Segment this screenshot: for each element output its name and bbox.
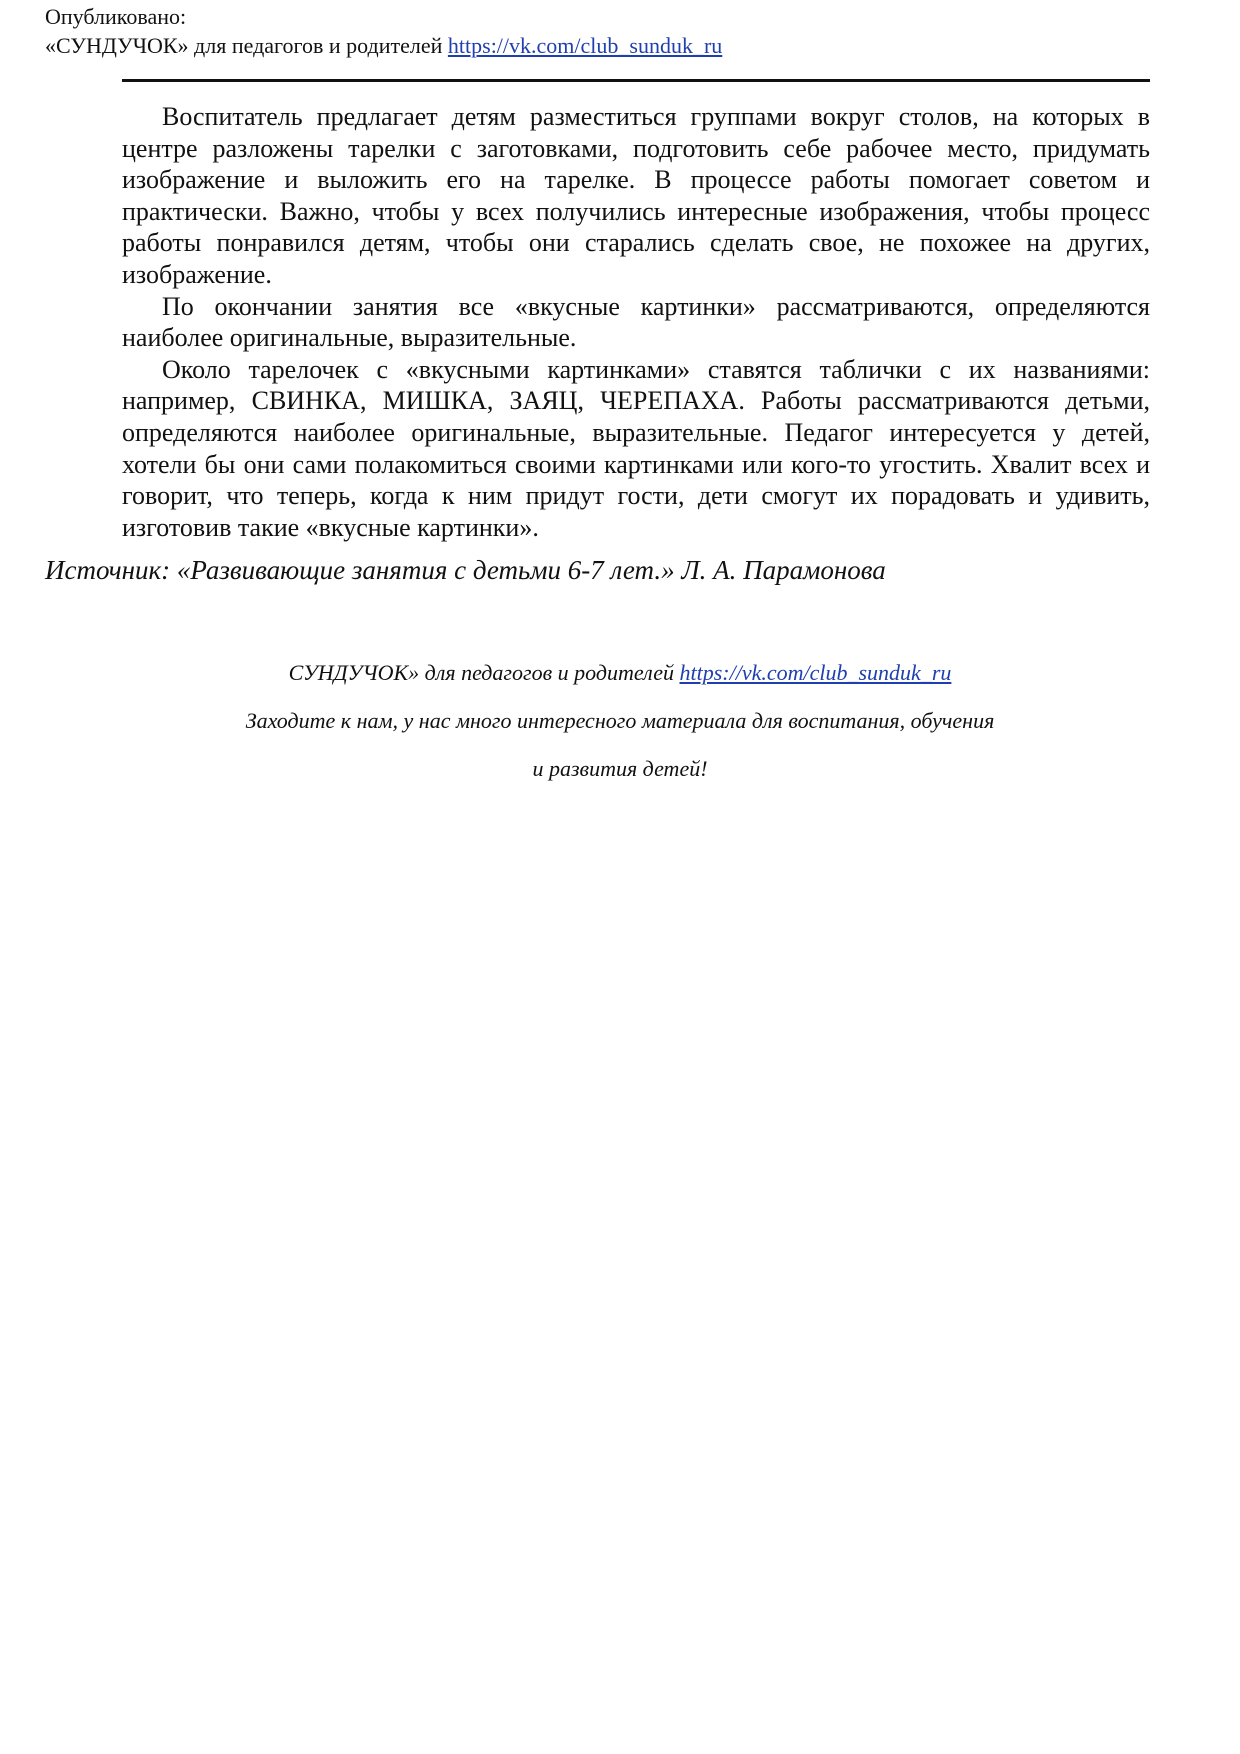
header-divider [122,79,1150,82]
footer-site-line [0,660,1240,686]
publication-header [45,2,722,60]
header-site-link[interactable]: https://vk.com/club_sunduk_ru [447,33,723,58]
paragraph-2: По окончании занятия все «вкусные картинки» рассматриваются, определяются наиболее оригинальные, выразительные. [122,291,1150,353]
published-label: Опубликовано: [45,4,187,29]
article-body [122,101,1150,543]
header-site-name: «СУНДУЧОК» для педагогов и родителей [45,33,443,58]
footer-site-link[interactable]: https://vk.com/club_sunduk_ru [679,660,952,685]
footer-invite-line-1: Заходите к нам, у нас много интересного материала для воспитания, обучения [245,708,995,733]
header-site-line [45,31,722,60]
paragraph-3: Около тарелочек с «вкусными картинками» ставятся таблички с их названиями: например, СВИНКА, МИШКА, ЗАЯЦ, ЧЕРЕПАХА. Работы рассматриваются детьми, определяются наиболее оригинальные, выразительные. Педагог интересуется у детей, хотели бы они сами полакомиться своими картинками или кого-то угостить. Хвалит всех и говорит, что теперь, когда к ним придут гости, дети смогут их порадовать и удивить, изготовив такие «вкусные картинки». [122,354,1150,542]
source-citation: Источник: «Развивающие занятия с детьми 6-7 лет.» Л. А. Парамонова [45,555,886,585]
paragraph-1: Воспитатель предлагает детям разместиться группами вокруг столов, на которых в центре разложены тарелки с заготовками, подготовить себе рабочее место, придумать изображение и выложить его на тарелке. В процессе работы помогает советом и практически. Важно, чтобы у всех получились интересные изображения, чтобы процесс работы понравился детям, чтобы они старались сделать свое, не похожее на других, изображение. [122,102,1150,289]
footer-site-name: СУНДУЧОК» для педагогов и родителей [288,660,674,685]
footer-invite-line-2: и развития детей! [532,756,708,781]
